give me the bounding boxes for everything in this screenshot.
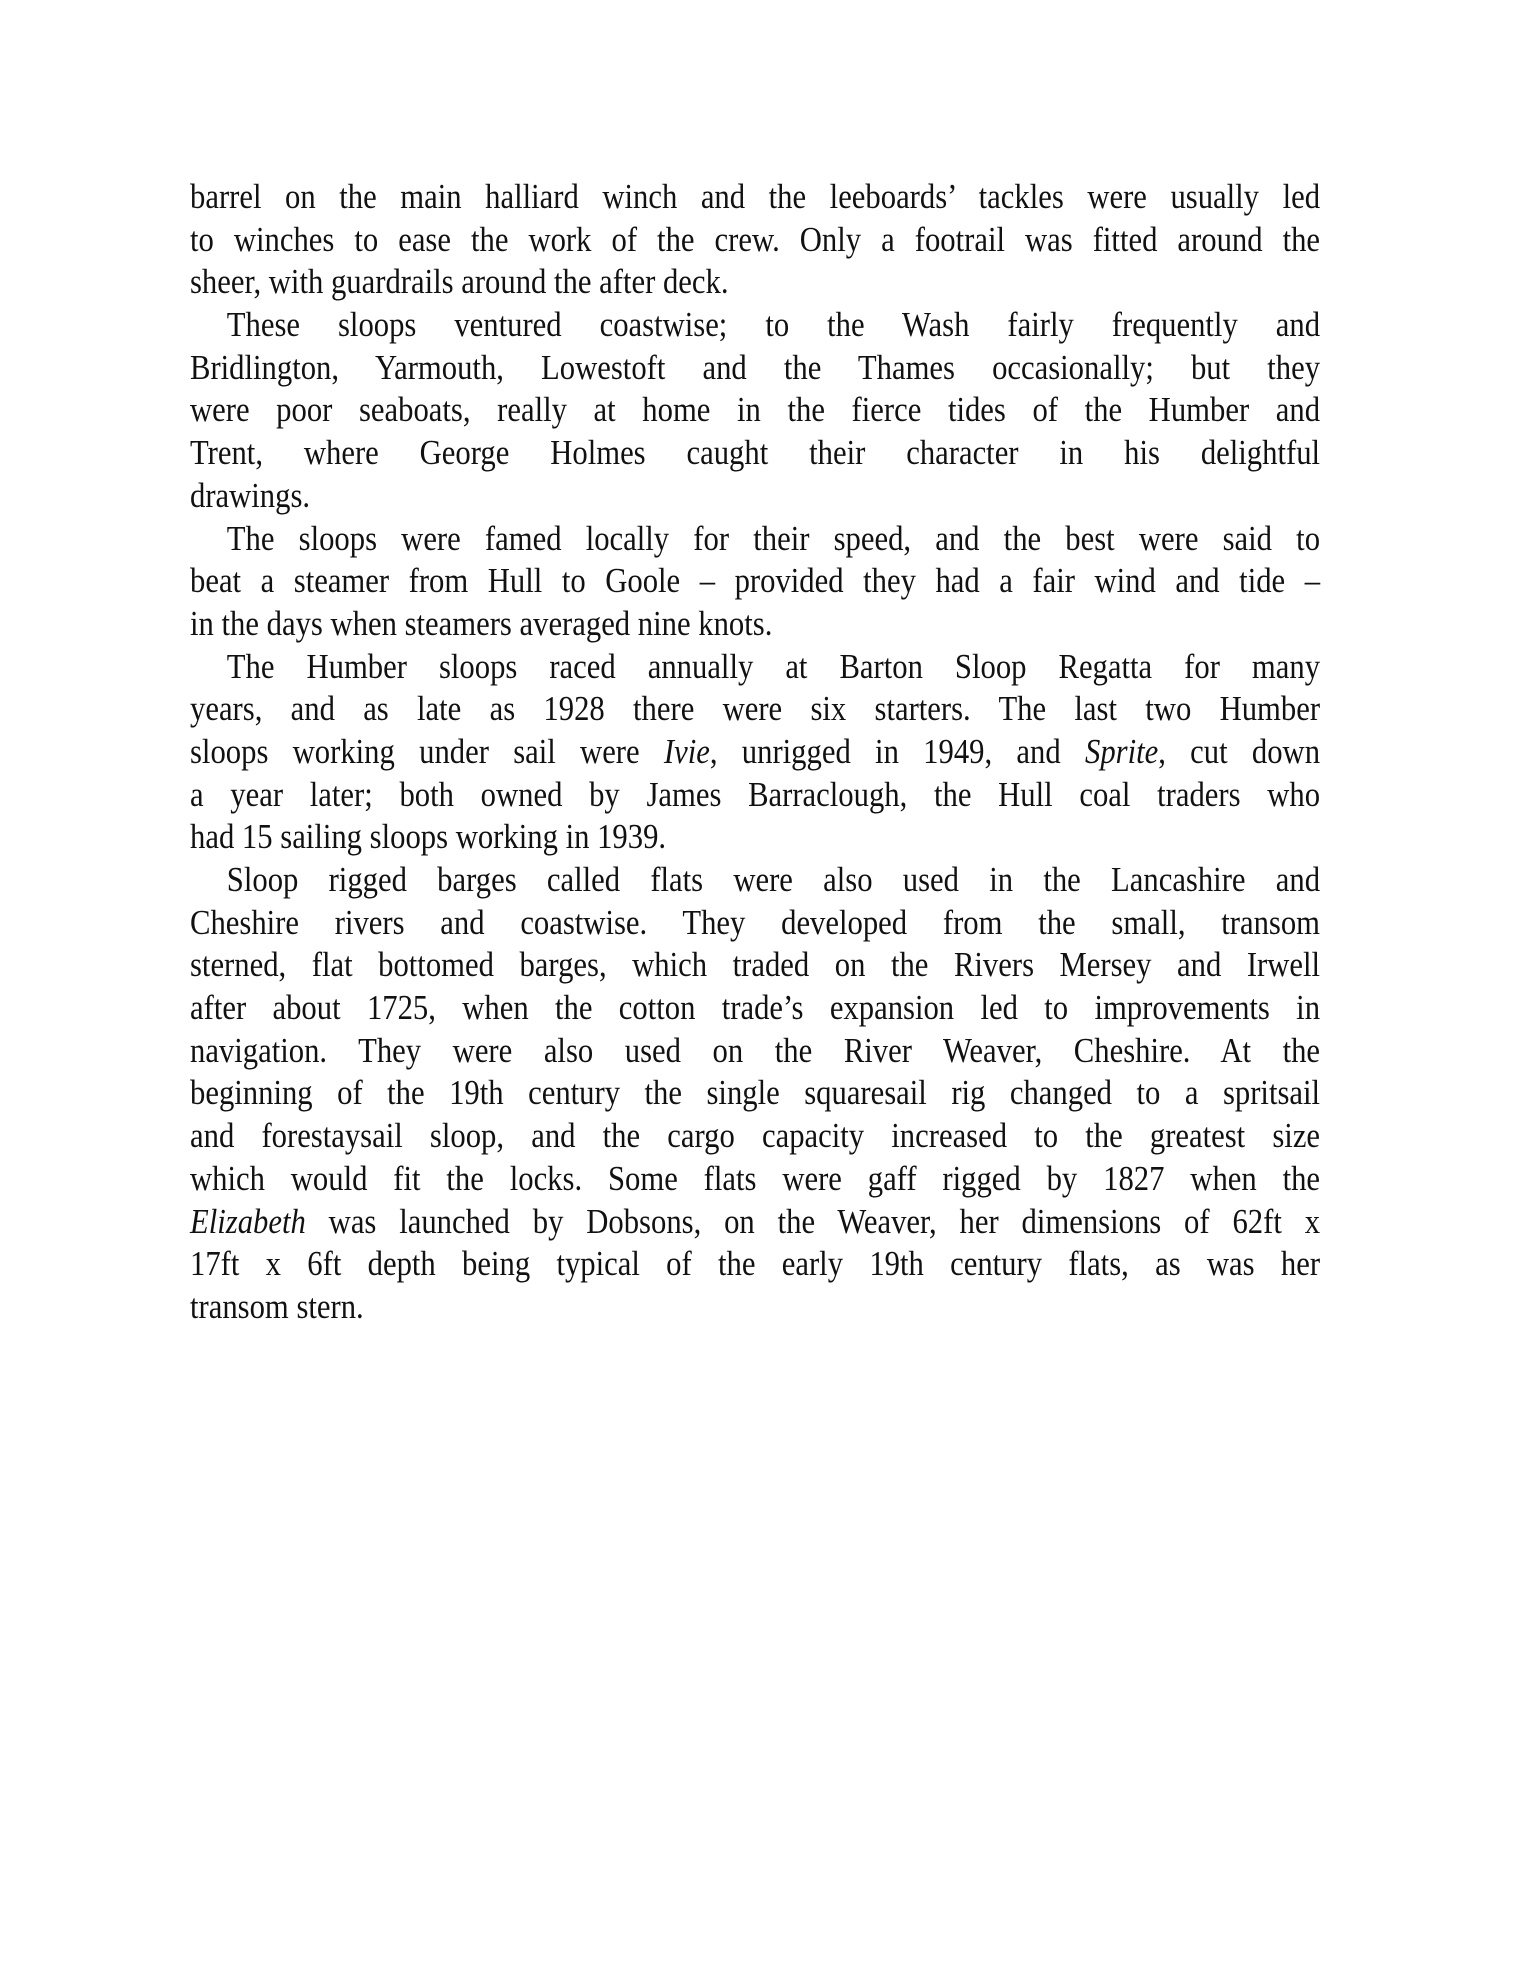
text-line: sterned, flat bottomed barges, which traded on the Rivers Mersey and Irwell — [190, 945, 1321, 985]
text-line: The sloops were famed locally for their speed, and the best were said to — [226, 518, 1321, 558]
text-line: beat a steamer from Hull to Goole – provided they had a fair wind and tide – — [190, 561, 1321, 601]
text-line: These sloops ventured coastwise; to the Wash fairly frequently and — [226, 305, 1321, 345]
paragraph — [190, 518, 1320, 646]
text-line: years, and as late as 1928 there were six starters. The last two Humber — [190, 689, 1321, 729]
text-line — [190, 731, 1320, 774]
text-line: Bridlington, Yarmouth, Lowestoft and the Thames occasionally; but they — [190, 347, 1321, 387]
italic-text: Sprite — [1084, 731, 1159, 771]
text-line: 17ft x 6ft depth being typical of the early 19th century flats, as was her — [190, 1244, 1321, 1284]
text-span: , cut down — [1158, 731, 1321, 771]
text-span: was launched by Dobsons, on the Weaver, her dimensions of 62ft x — [305, 1201, 1321, 1241]
paragraph — [190, 304, 1320, 517]
text-line: to winches to ease the work of the crew. Only a footrail was fitted around the — [190, 219, 1321, 259]
text-line: which would fit the locks. Some flats were gaff rigged by 1827 when the — [190, 1158, 1321, 1198]
text-line: drawings. — [190, 475, 311, 515]
italic-text: Ivie — [663, 731, 710, 771]
text-span: sloops working under sail were — [190, 731, 664, 771]
text-line: in the days when steamers averaged nine knots. — [190, 603, 773, 643]
text-line: The Humber sloops raced annually at Barton Sloop Regatta for many — [226, 646, 1321, 686]
paragraph — [190, 859, 1320, 1329]
text-line: and forestaysail sloop, and the cargo capacity increased to the greatest size — [190, 1116, 1321, 1156]
text-line: Trent, where George Holmes caught their character in his delightful — [190, 433, 1321, 473]
text-line: Sloop rigged barges called flats were also used in the Lancashire and — [226, 860, 1321, 899]
italic-text: Elizabeth — [190, 1201, 306, 1241]
text-line: barrel on the main halliard winch and the leeboards’ tackles were usually led — [190, 177, 1321, 216]
text-line: Cheshire rivers and coastwise. They developed from the small, transom — [190, 902, 1321, 942]
text-line: had 15 sailing sloops working in 1939. — [190, 817, 667, 857]
text-line: after about 1725, when the cotton trade’s expansion led to improvements in — [190, 988, 1321, 1028]
text-line: navigation. They were also used on the River Weaver, Cheshire. At the — [190, 1030, 1321, 1070]
text-line: transom stern. — [190, 1286, 364, 1326]
document-body — [190, 176, 1320, 1329]
text-line: were poor seaboats, really at home in the fierce tides of the Humber and — [190, 390, 1321, 430]
text-span: , unrigged in 1949, and — [709, 731, 1085, 771]
text-line: sheer, with guardrails around the after deck. — [190, 262, 729, 302]
text-line: beginning of the 19th century the single squaresail rig changed to a spritsail — [190, 1073, 1321, 1113]
text-line: a year later; both owned by James Barraclough, the Hull coal traders who — [190, 774, 1321, 814]
paragraph — [190, 646, 1320, 859]
paragraph — [190, 176, 1320, 304]
text-line — [190, 1201, 1320, 1244]
